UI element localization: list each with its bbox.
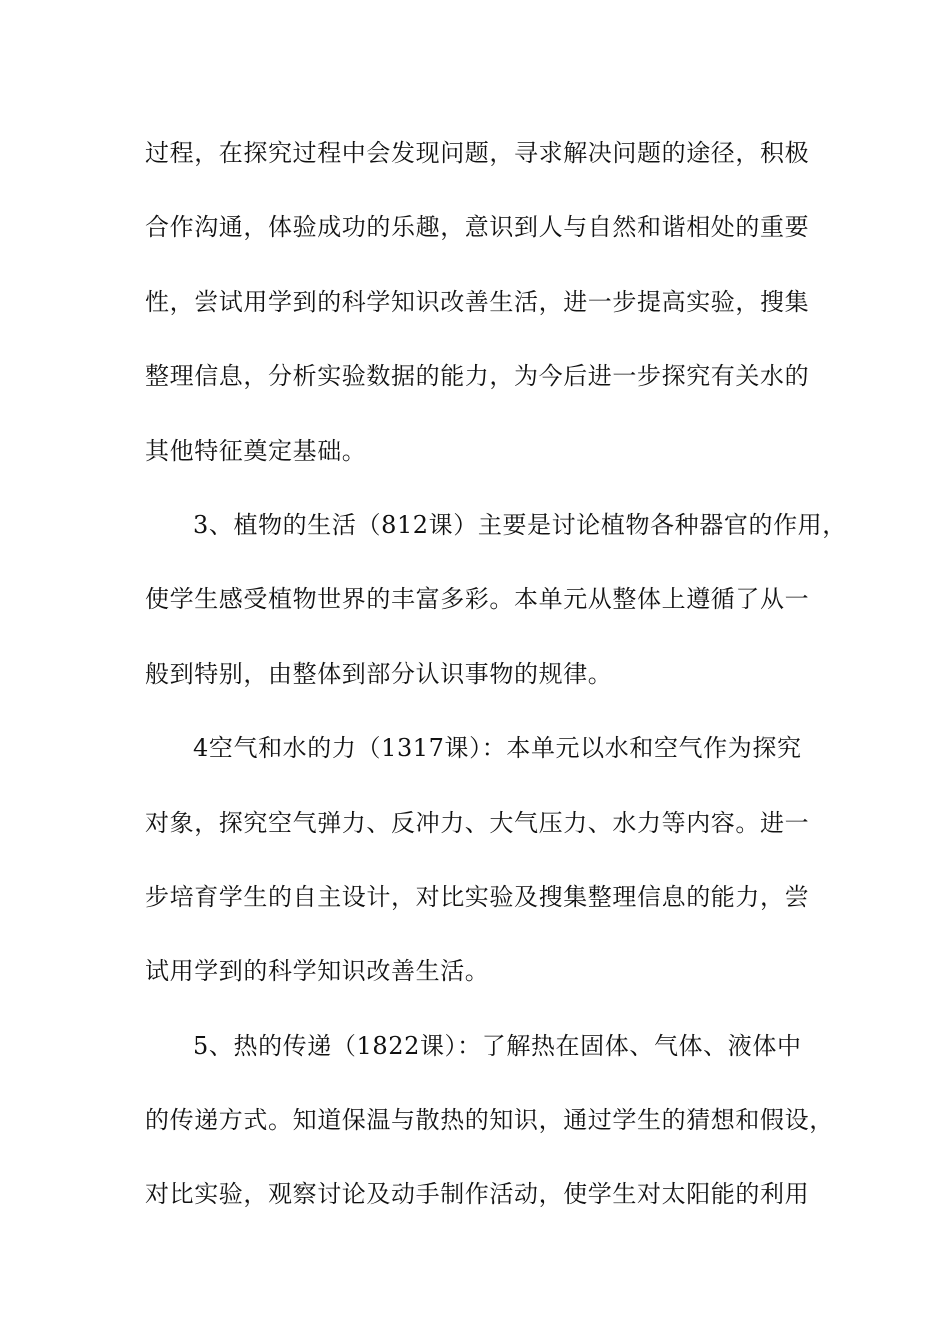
body-text — [145, 126, 847, 1242]
text-line: 对象，探究空气弹力、反冲力、大气压力、水力等内容。进一 — [145, 808, 810, 837]
text-line: 试用学到的科学知识改善生活。 — [145, 957, 490, 986]
paragraph-start-line: 3、植物的生活（812课）主要是讨论植物各种器官的作用， — [193, 510, 847, 539]
text-line: 步培育学生的自主设计，对比实验及搜集整理信息的能力，尝 — [145, 882, 810, 911]
text-line: 整理信息，分析实验数据的能力，为今后进一步探究有关水的 — [145, 362, 810, 391]
text-line: 过程，在探究过程中会发现问题，寻求解决问题的途径，积极 — [145, 139, 810, 167]
text-line: 合作沟通，体验成功的乐趣，意识到人与自然和谐相处的重要 — [145, 213, 810, 242]
text-line: 般到特别，由整体到部分认识事物的规律。 — [145, 659, 613, 688]
text-line: 的传递方式。知道保温与散热的知识，通过学生的猜想和假设， — [145, 1106, 834, 1135]
text-line: 对比实验，观察讨论及动手制作活动，使学生对太阳能的利用 — [145, 1180, 810, 1209]
text-line: 使学生感受植物世界的丰富多彩。本单元从整体上遵循了从一 — [145, 585, 810, 614]
paragraph-start-line: 5、热的传递（1822课）：了解热在固体、气体、液体中 — [193, 1031, 802, 1060]
text-line: 其他特征奠定基础。 — [145, 436, 367, 465]
text-line: 性，尝试用学到的科学知识改善生活，进一步提高实验，搜集 — [145, 287, 810, 316]
paragraph-start-line: 4空气和水的力（1317课）：本单元以水和空气作为探究 — [193, 734, 802, 763]
